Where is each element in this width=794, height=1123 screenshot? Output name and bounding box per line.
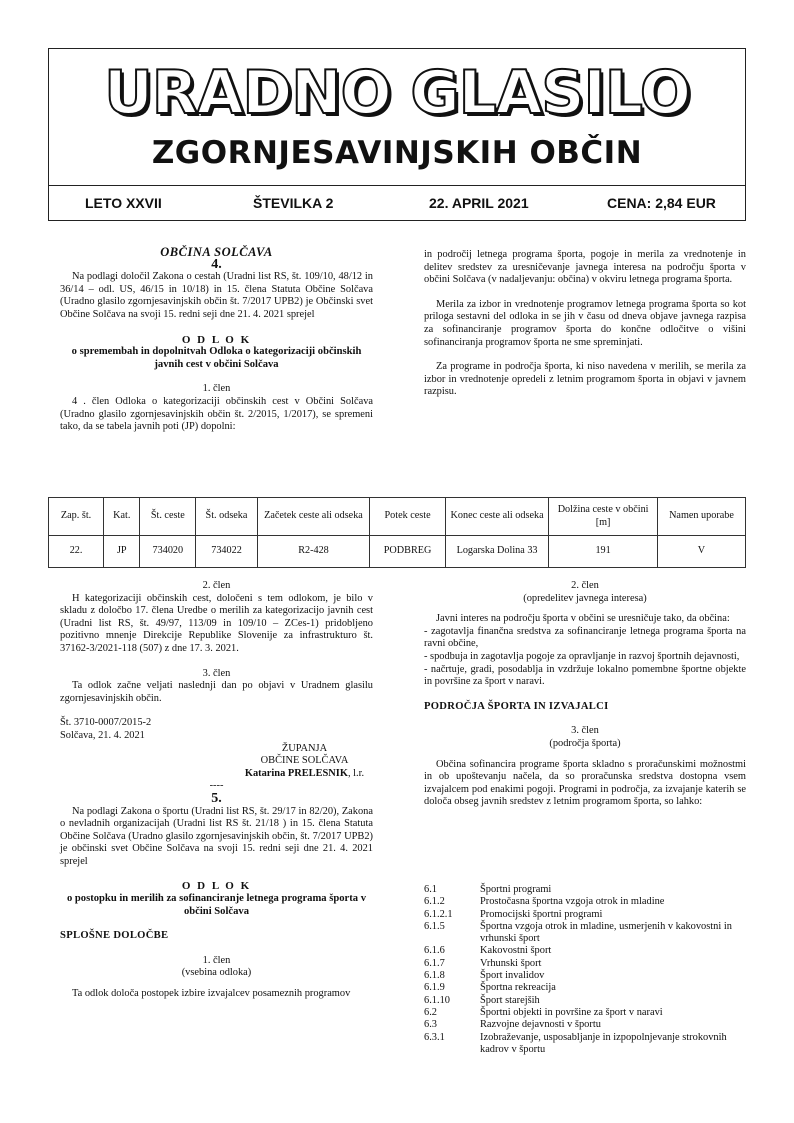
table-cell: PODBREG	[370, 536, 446, 568]
section-3-label: 3. člen	[571, 725, 599, 737]
road-category-table	[48, 497, 746, 568]
section-2-item-1: - zagotavlja finančna sredstva za sofinanciranje letnega programa športa na ravni občine,	[424, 625, 746, 650]
list-item: 6.2 Športni objekti in površine za šport v naravi	[424, 1006, 663, 1018]
signature-name: Katarina PRELESNIK	[244, 767, 348, 779]
table-cell: V	[657, 536, 745, 568]
list-item: 6.1.2.1 Promocijski športni programi	[424, 908, 603, 920]
table-cell: 734022	[196, 536, 258, 568]
section-1-label: 1. člen	[202, 954, 231, 966]
section-2-text: Javni interes na področju športa v občini se uresničuje tako, da občina:	[436, 613, 730, 625]
table-header-row	[49, 498, 746, 536]
table-header-cell: Konec ceste ali odseka	[445, 498, 548, 536]
act-number-5: 5.	[211, 790, 222, 806]
table-header-cell: Začetek ceste ali odseka	[257, 498, 369, 536]
masthead	[48, 48, 746, 221]
issue-year: LETO XXVII	[85, 195, 162, 211]
section-1-text: Ta odlok določa postopek izbire izvajalcev posameznih programov	[72, 988, 351, 1000]
act-number-4: 4.	[211, 256, 222, 272]
act4-title: o spremembah in dopolnitvah Odloka o kategorizaciji občinskih javnih cest v občini Solčava	[71, 346, 362, 370]
table-cell: R2-428	[257, 536, 369, 568]
issue-number: ŠTEVILKA 2	[253, 195, 334, 211]
list-item: 6.1.10 Šport starejših	[424, 994, 540, 1006]
right-column-top	[424, 249, 746, 399]
article-2-text: H kategorizaciji občinskih cest, določeni s tem odlokom, je bilo v skladu z določbo 17. člena Uredbe o merilih za kategorizacijo javnih cest (Uradni list RS, št. 49/97, 113/09 in 109/10 – ZCes-1) pridobljeno pozitivno mnenje Direkcije Republike Slovenije za infrastrukturo št. 37162-3/2021-118 (507) z dne 17. 3. 2021.	[60, 592, 373, 654]
municipality-heading: OBČINA SOLČAVA	[160, 245, 273, 259]
left-column-top	[60, 246, 373, 434]
act4-odlok-label: O D L O K	[181, 333, 252, 346]
left-column-bottom	[60, 580, 373, 1001]
signature-role-1: ŽUPANJA	[281, 742, 328, 754]
list-item: 6.1.2 Prostočasna športna vzgoja otrok in mladine	[424, 896, 665, 908]
publication-subtitle: ZGORNJESAVINJSKIH OBČIN	[151, 135, 643, 171]
table-header-cell: Dolžina ceste v občini [m]	[549, 498, 658, 536]
act-separator: ----	[209, 780, 224, 792]
table-header-cell: Namen uporabe	[657, 498, 745, 536]
reference-place-date: Solčava, 21. 4. 2021	[60, 729, 145, 741]
list-item: 6.3 Razvojne dejavnosti v športu	[424, 1019, 601, 1031]
masthead-divider	[49, 185, 745, 186]
publication-title: URADNO GLASILO	[104, 58, 690, 128]
table-cell: JP	[104, 536, 140, 568]
article-2-label: 2. člen	[202, 580, 231, 591]
section-2-subtitle: (opredelitev javnega interesa)	[523, 592, 647, 604]
table-header-cell: Zap. št.	[49, 498, 104, 536]
section-3-text: Občina sofinancira programe športa skladno s proračunskimi možnostmi in ob upoštevanju načela, da so proračunska sredstva dostopna vsem izvajalcem pod enakimi pogoji. Programi in področja, za izvajanje katerih se določa obseg javnih sredstev z letnim programom športa, so lahko:	[424, 758, 746, 808]
article-1-label: 1. člen	[202, 383, 231, 395]
sports-program-list	[424, 884, 746, 1056]
list-item: 6.1.6 Kakovostni šport	[424, 945, 552, 957]
article-3-text: Ta odlok začne veljati naslednji dan po objavi v Uradnem glasilu zgornjesavinjskih občin.	[60, 680, 373, 704]
section-2-item-3: - načrtuje, gradi, posodablja in vzdržuje lokalno pomembne športne objekte in površine za šport v naravi.	[424, 663, 746, 688]
right-paragraph-1: in področij letnega programa športa, pogoje in merila za vrednotenje in delitev sredstev za uresničevanje javnega interesa na področju športa v občini Solčava (v nadaljevanju: občina) v okviru letnega programa športa.	[424, 249, 746, 286]
list-item: 6.1.8 Šport invalidov	[424, 970, 545, 982]
section-2-item-2: - spodbuja in zagotavlja pogoje za opravljanje in razvoj športnih dejavnosti,	[424, 650, 740, 662]
article-3-label: 3. člen	[202, 667, 231, 679]
table-header-cell: Št. ceste	[140, 498, 196, 536]
table-row	[49, 536, 746, 568]
table-header-cell: Št. odseka	[196, 498, 258, 536]
table-cell: 22.	[49, 536, 104, 568]
table-cell: 734020	[140, 536, 196, 568]
right-paragraph-3: Za programe in področja športa, ki niso navedena v merilih, se merila za izbor in vrednotenje opredeli z letnim programom športa in objavi v javnem razpisu.	[424, 361, 746, 398]
table-header-cell: Potek ceste	[370, 498, 446, 536]
right-paragraph-2: Merila za izbor in vrednotenje programov letnega programa športa so kot priloga sestavni del odloka in se jih v času od dneva objave javnega razpisa za sofinanciranje programov športa do končne odločitve o višini sofinanciranja programov športa ne sme spreminjati.	[424, 298, 746, 348]
act5-preamble: Na podlagi Zakona o športu (Uradni list RS, št. 29/17 in 82/20), Zakona o nevladnih organizacijah (Uradni list RS št. 21/18 ) in 15. člena Statuta Občine Solčava (Uradno glasilo zgornjesavinjskih občin, št. 7/2017 UPB2) je občinski svet Občine Solčava na svoji 15. redni seji dne 21. 4. 2021 sprejel	[60, 805, 373, 867]
list-item: 6.3.1 Izobraževanje, usposabljanje in izpopolnjevanje strokovnih kadrov v športu	[424, 1031, 727, 1055]
table-cell: Logarska Dolina 33	[445, 536, 548, 568]
table-header-cell: Kat.	[104, 498, 140, 536]
section-3-subtitle: (področja športa)	[549, 737, 621, 749]
article-1-text: 4 . člen Odloka o kategorizaciji občinskih cest v Občini Solčava (Uradno glasilo zgornjesavinjskih občin št. 2/2015, 1/2017), se spremeni tako, da se tabela javnih poti (JP) dopolni:	[60, 395, 373, 433]
list-item: 6.1 Športni programi	[424, 884, 552, 895]
general-provisions-heading: SPLOŠNE DOLOČBE	[60, 930, 169, 942]
section-2-label: 2. člen	[571, 580, 599, 591]
signature-suffix: , l.r.	[347, 767, 365, 779]
reference-number: Št. 3710-0007/2015-2	[60, 717, 152, 729]
signature-block	[236, 743, 373, 781]
act5-title: o postopku in merilih za sofinanciranje letnega programa športa v občini Solčava	[66, 893, 367, 917]
signature-role-2: OBČINE SOLČAVA	[260, 755, 349, 767]
section-1-subtitle: (vsebina odloka)	[181, 967, 252, 979]
issue-price: CENA: 2,84 EUR	[607, 195, 716, 211]
table-cell: 191	[549, 536, 658, 568]
issue-date: 22. APRIL 2021	[429, 195, 529, 211]
act5-odlok-label: O D L O K	[181, 880, 252, 893]
act4-preamble: Na podlagi določil Zakona o cestah (Uradni list RS, št. 109/10, 48/12 in 36/14 – odl. US, 46/15 in 10/18) in 15. člena Statuta Občine Solčava (Uradno glasilo zgornjesavinjskih občin št. 7/2017 UPB2) je Občinski svet Občine Solčava na svoji 15. redni seji dne 21. 4. 2021 sprejel	[60, 271, 373, 320]
list-item: 6.1.9 Športna rekreacija	[424, 982, 556, 994]
list-item: 6.1.5 Športna vzgoja otrok in mladine, usmerjenih v kakovostni in vrhunski šport	[424, 920, 732, 945]
right-column-bottom	[424, 580, 746, 809]
sports-areas-heading: PODROČJA ŠPORTA IN IZVAJALCI	[424, 700, 609, 712]
list-item: 6.1.7 Vrhunski šport	[424, 957, 542, 969]
